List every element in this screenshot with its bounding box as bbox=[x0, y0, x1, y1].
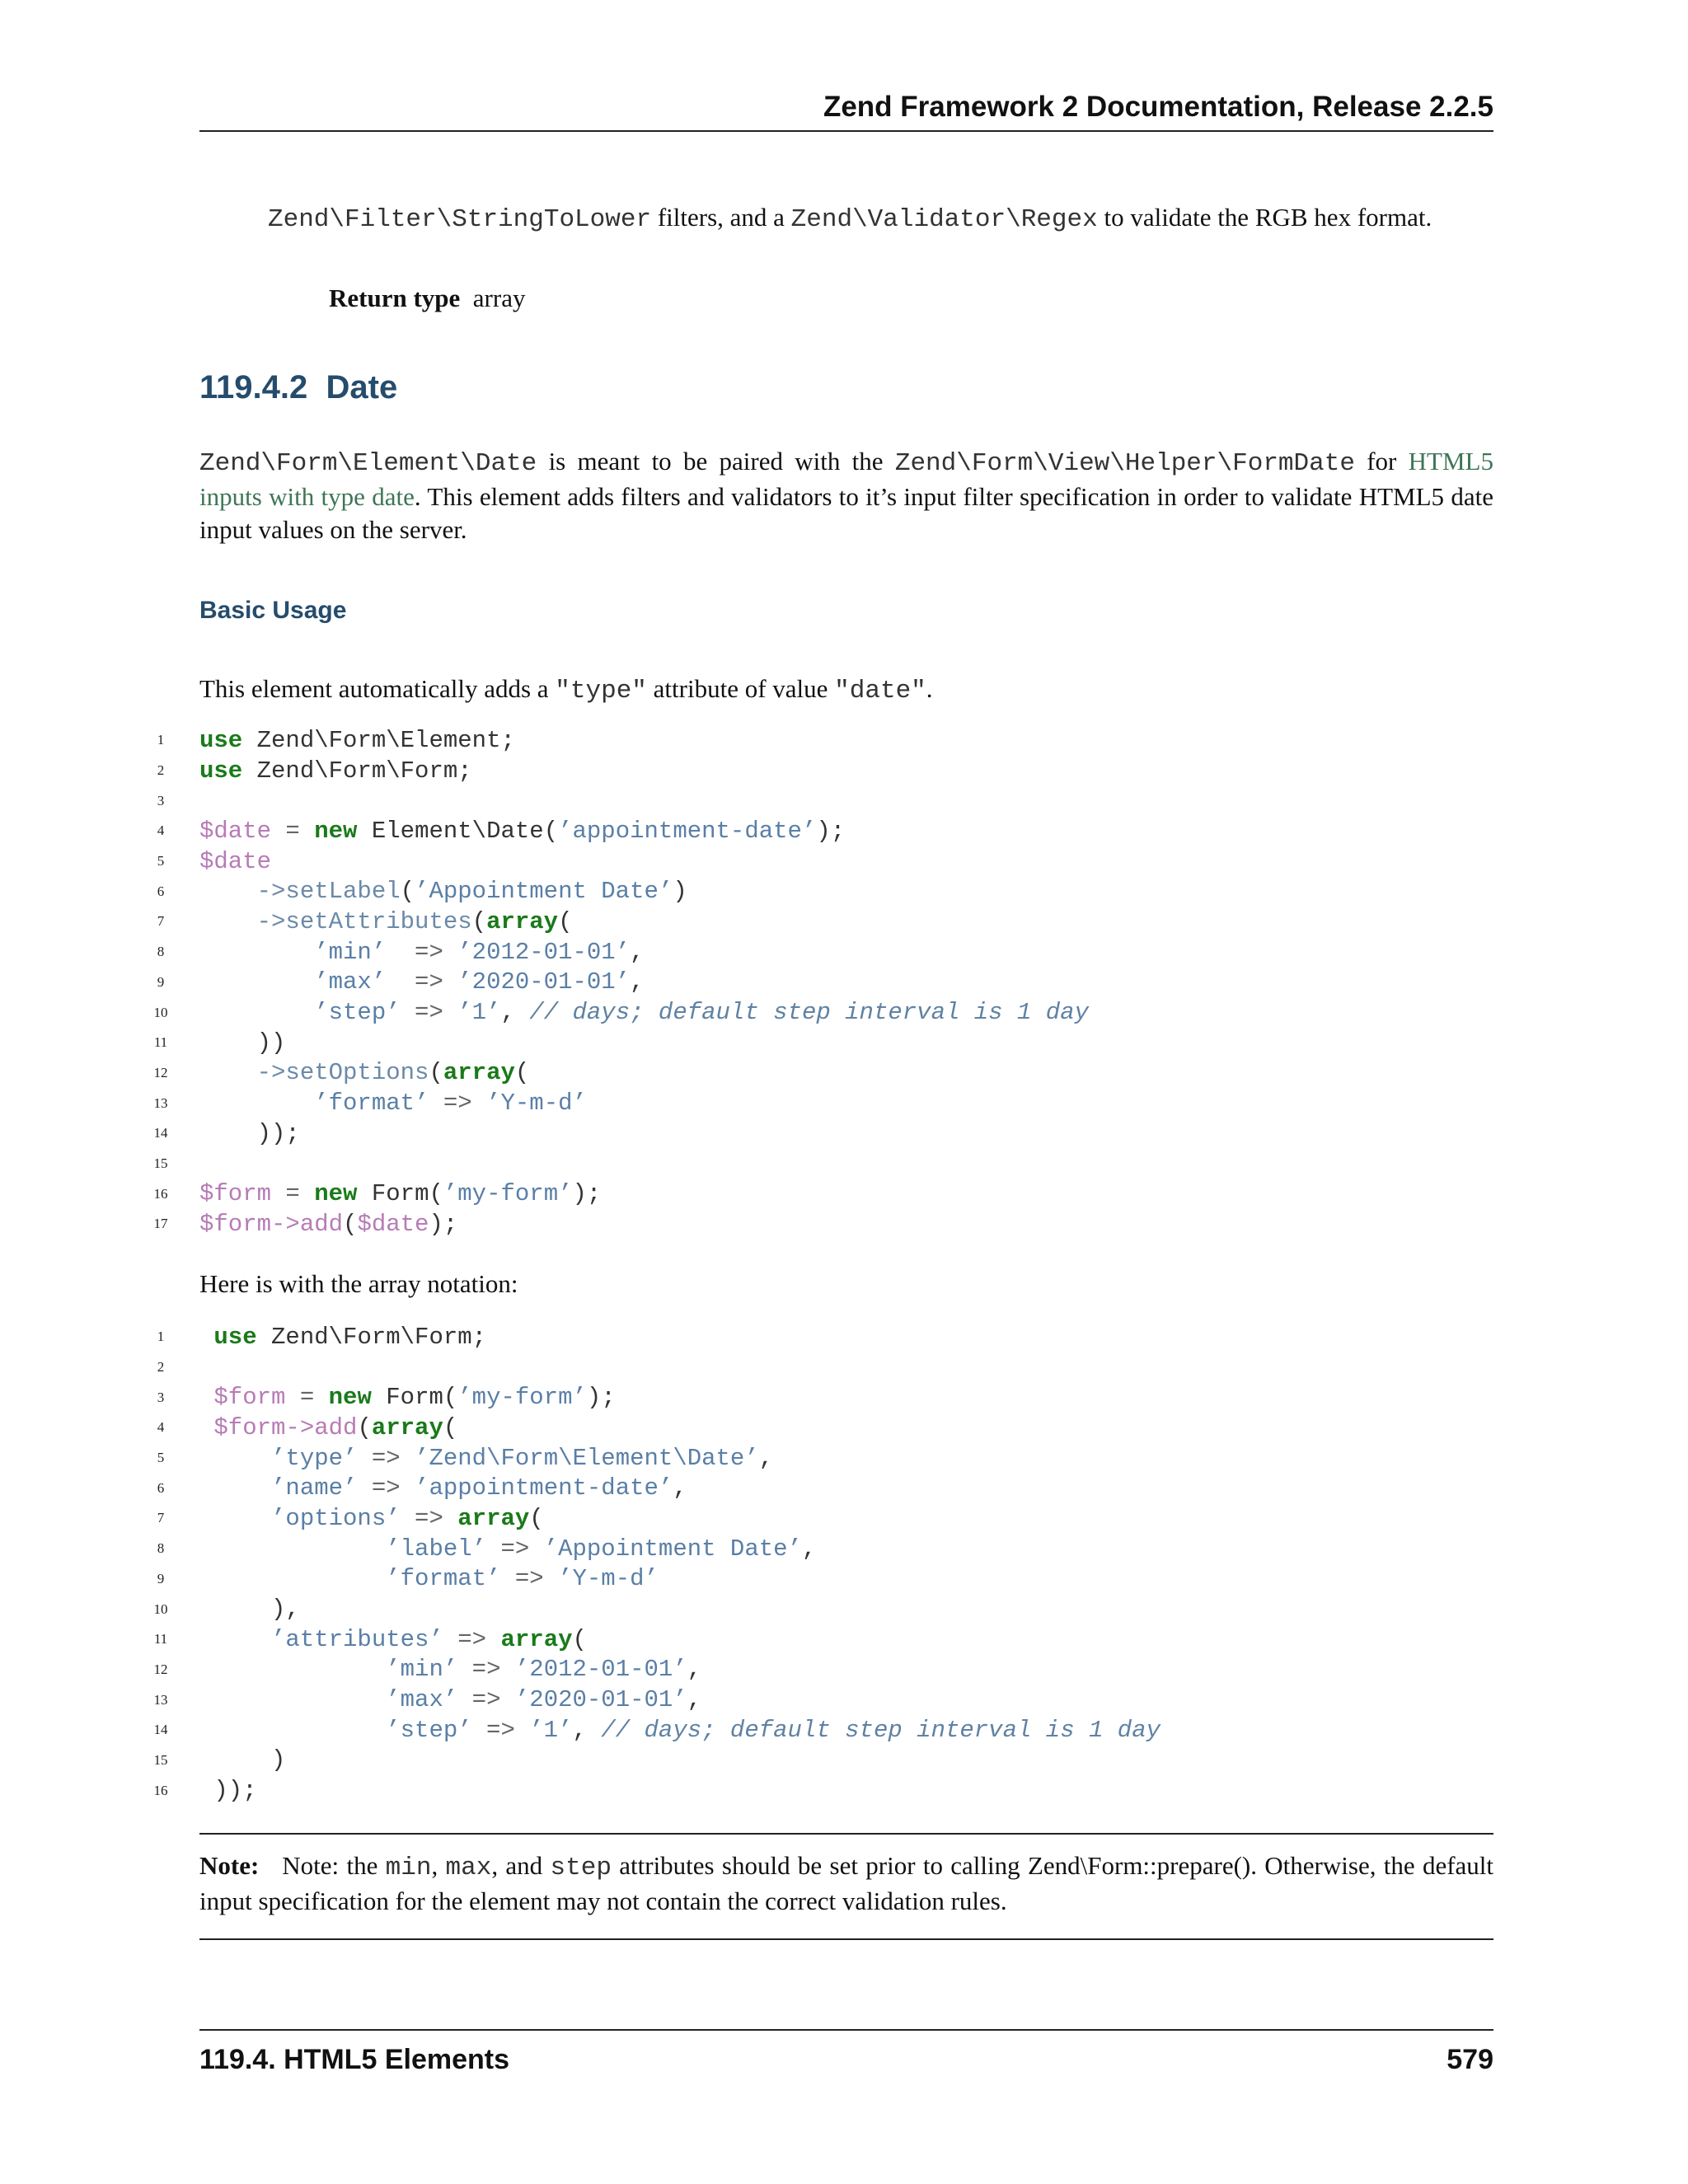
header-rule bbox=[199, 130, 1493, 132]
method-call: ->setLabel bbox=[199, 878, 401, 906]
operator: => bbox=[357, 1444, 415, 1472]
punctuation: , bbox=[758, 1444, 774, 1472]
inline-code: "date" bbox=[834, 677, 926, 705]
code-line bbox=[148, 785, 1089, 816]
string: ’min’ bbox=[199, 1656, 458, 1684]
punctuation: ( bbox=[357, 1413, 372, 1441]
operator: => bbox=[443, 1625, 501, 1653]
code-line bbox=[148, 1088, 1089, 1118]
code-line bbox=[148, 1382, 1160, 1413]
code-line bbox=[148, 997, 1089, 1028]
note-text: Note: the bbox=[282, 1851, 386, 1880]
keyword: array bbox=[371, 1413, 443, 1441]
string: ’min’ bbox=[199, 938, 387, 966]
punctuation: ), bbox=[199, 1596, 300, 1624]
return-type-value: array bbox=[472, 284, 526, 312]
code-line bbox=[148, 1534, 1160, 1564]
string: ’2012-01-01’ bbox=[457, 938, 631, 966]
line-number: 2 bbox=[157, 1359, 165, 1376]
punctuation: ) bbox=[199, 1746, 286, 1774]
string: ’max’ bbox=[199, 1686, 458, 1714]
punctuation: ( bbox=[558, 907, 573, 935]
code-line bbox=[148, 1775, 1160, 1806]
method-call: ->setOptions bbox=[199, 1059, 429, 1087]
punctuation: , bbox=[572, 1716, 587, 1744]
line-number: 10 bbox=[153, 1601, 168, 1617]
string: ’2020-01-01’ bbox=[514, 1686, 687, 1714]
punctuation: )); bbox=[199, 1119, 300, 1147]
line-number: 16 bbox=[153, 1782, 168, 1798]
punctuation: ( bbox=[429, 1059, 443, 1087]
punctuation: ) bbox=[673, 878, 687, 906]
inline-code: max bbox=[445, 1854, 492, 1882]
code-line bbox=[148, 846, 1089, 877]
line-number: 17 bbox=[153, 1216, 168, 1232]
class-call: Element\Date( bbox=[357, 817, 559, 845]
line-number: 9 bbox=[157, 1570, 165, 1586]
line-number: 16 bbox=[153, 1185, 168, 1202]
operator: => bbox=[486, 1535, 544, 1563]
variable: $date bbox=[199, 817, 272, 845]
code-line bbox=[148, 907, 1089, 937]
operator: = bbox=[285, 1384, 329, 1412]
note-bottom-rule bbox=[199, 1938, 1493, 1940]
method-call: ->setAttributes bbox=[199, 907, 472, 935]
line-number: 5 bbox=[157, 1450, 165, 1466]
keyword: use bbox=[199, 757, 243, 785]
variable: $form bbox=[199, 1180, 272, 1208]
operator: => bbox=[457, 1686, 515, 1714]
punctuation: ( bbox=[572, 1625, 587, 1653]
line-number: 15 bbox=[153, 1155, 168, 1171]
string: ’step’ bbox=[199, 999, 401, 1027]
punctuation: ( bbox=[529, 1504, 544, 1532]
code-line bbox=[148, 1746, 1160, 1776]
variable: $date bbox=[357, 1210, 429, 1238]
line-number: 4 bbox=[157, 1419, 165, 1436]
operator: => bbox=[400, 999, 458, 1027]
string: ’2020-01-01’ bbox=[457, 968, 631, 996]
punctuation: ( bbox=[471, 907, 487, 935]
paragraph-text: This element automatically adds a bbox=[199, 674, 556, 703]
punctuation: ( bbox=[443, 1413, 458, 1441]
line-number: 15 bbox=[153, 1751, 168, 1768]
string: ’Appointment Date’ bbox=[543, 1535, 802, 1563]
line-number: 6 bbox=[157, 883, 165, 899]
punctuation: ); bbox=[586, 1384, 616, 1412]
variable: $form bbox=[199, 1384, 286, 1412]
code-line bbox=[148, 1685, 1160, 1715]
code-line bbox=[148, 1473, 1160, 1503]
string: ’name’ bbox=[199, 1474, 358, 1502]
string: ’2012-01-01’ bbox=[514, 1656, 687, 1684]
punctuation: ); bbox=[816, 817, 846, 845]
punctuation: ( bbox=[343, 1210, 358, 1238]
intro-text: to validate the RGB hex format. bbox=[1097, 203, 1432, 232]
code-line bbox=[148, 1715, 1160, 1746]
punctuation: , bbox=[630, 938, 645, 966]
class-call: Form( bbox=[371, 1384, 458, 1412]
page-number: 579 bbox=[1447, 2044, 1493, 2075]
namespace: Zend\Form\Element; bbox=[242, 726, 515, 754]
inline-code: step bbox=[550, 1854, 612, 1882]
keyword: array bbox=[486, 907, 559, 935]
line-number: 11 bbox=[153, 1631, 168, 1647]
running-header: Zend Framework 2 Documentation, Release 2.2.5 bbox=[823, 91, 1493, 123]
line-number: 12 bbox=[153, 1064, 168, 1080]
basic-usage-heading: Basic Usage bbox=[199, 597, 347, 624]
string: ’max’ bbox=[199, 968, 387, 996]
string: ’format’ bbox=[199, 1565, 501, 1593]
keyword: use bbox=[199, 1323, 257, 1351]
line-number: 9 bbox=[157, 973, 165, 990]
string: ’Y-m-d’ bbox=[486, 1090, 587, 1118]
keyword: array bbox=[457, 1504, 530, 1532]
string: ’label’ bbox=[199, 1535, 487, 1563]
code-block-array bbox=[148, 1322, 1160, 1806]
section-heading bbox=[199, 369, 397, 406]
punctuation: )); bbox=[199, 1777, 257, 1805]
class-call: Form( bbox=[357, 1180, 443, 1208]
line-number: 14 bbox=[153, 1125, 168, 1141]
string: ’type’ bbox=[199, 1444, 358, 1472]
note-top-rule bbox=[199, 1833, 1493, 1835]
return-type-field bbox=[329, 284, 525, 313]
code-line bbox=[148, 1413, 1160, 1443]
keyword: new bbox=[314, 817, 358, 845]
note-label: Note: bbox=[199, 1851, 260, 1880]
string: ’step’ bbox=[199, 1716, 472, 1744]
line-number: 7 bbox=[157, 1510, 165, 1526]
intro-text: filters, and a bbox=[651, 203, 791, 232]
punctuation: ); bbox=[429, 1210, 458, 1238]
operator: = bbox=[271, 1180, 315, 1208]
code-comment: // days; default step interval is 1 day bbox=[586, 1716, 1161, 1744]
paragraph-text: . bbox=[926, 674, 933, 703]
string: ’1’ bbox=[457, 999, 501, 1027]
string: ’appointment-date’ bbox=[558, 817, 817, 845]
code-line bbox=[148, 968, 1089, 998]
punctuation: , bbox=[801, 1535, 817, 1563]
section-number: 119.4.2 bbox=[199, 369, 308, 405]
code-line bbox=[148, 725, 1089, 756]
variable: $date bbox=[199, 847, 272, 875]
section-text: for bbox=[1354, 447, 1409, 476]
code-line bbox=[148, 876, 1089, 907]
note-text: , and bbox=[491, 1851, 551, 1880]
section-text: is meant to be paired with the bbox=[537, 447, 895, 476]
code-line bbox=[148, 1209, 1089, 1240]
line-number: 1 bbox=[157, 732, 165, 748]
operator: => bbox=[400, 1504, 458, 1532]
line-number: 7 bbox=[157, 913, 165, 930]
line-number: 13 bbox=[153, 1691, 168, 1708]
code-line bbox=[148, 816, 1089, 846]
method-call: $form->add bbox=[199, 1413, 358, 1441]
keyword: array bbox=[443, 1059, 515, 1087]
paragraph-text: attribute of value bbox=[646, 674, 835, 703]
code-line bbox=[148, 1503, 1160, 1534]
punctuation: , bbox=[500, 999, 515, 1027]
class-name: Zend\Filter\StringToLower bbox=[268, 205, 652, 234]
code-block-basic bbox=[148, 725, 1089, 1240]
code-line bbox=[148, 1443, 1160, 1474]
keyword: new bbox=[314, 1180, 358, 1208]
line-number: 13 bbox=[153, 1094, 168, 1111]
section-title: Date bbox=[326, 369, 398, 405]
code-line bbox=[148, 1179, 1089, 1209]
code-line bbox=[148, 1352, 1160, 1383]
basic-usage-paragraph bbox=[199, 673, 1493, 708]
line-number: 8 bbox=[157, 944, 165, 960]
line-number: 3 bbox=[157, 1389, 165, 1405]
footer-section: 119.4. HTML5 Elements bbox=[199, 2044, 510, 2075]
class-name: Zend\Form\View\Helper\FormDate bbox=[894, 449, 1355, 478]
code-line bbox=[148, 1058, 1089, 1089]
line-number: 1 bbox=[157, 1329, 165, 1345]
line-number: 11 bbox=[153, 1034, 168, 1051]
class-name: Zend\Form\Element\Date bbox=[199, 449, 537, 478]
line-number: 6 bbox=[157, 1479, 165, 1496]
code-comment: // days; default step interval is 1 day bbox=[514, 999, 1090, 1027]
punctuation: ); bbox=[572, 1180, 602, 1208]
code-line bbox=[148, 1564, 1160, 1595]
keyword: array bbox=[500, 1625, 573, 1653]
line-number: 12 bbox=[153, 1661, 168, 1677]
operator: => bbox=[471, 1716, 530, 1744]
intro-paragraph bbox=[268, 201, 1493, 237]
string: ’Y-m-d’ bbox=[558, 1565, 659, 1593]
code-line bbox=[148, 1594, 1160, 1624]
code-line bbox=[148, 1655, 1160, 1685]
operator: => bbox=[386, 938, 458, 966]
punctuation: , bbox=[673, 1474, 687, 1502]
namespace: Zend\Form\Form; bbox=[256, 1323, 487, 1351]
operator: => bbox=[357, 1474, 415, 1502]
keyword: use bbox=[199, 726, 243, 754]
punctuation: ( bbox=[400, 878, 415, 906]
string: ’Zend\Form\Element\Date’ bbox=[415, 1444, 759, 1472]
line-number: 8 bbox=[157, 1540, 165, 1557]
punctuation: , bbox=[687, 1686, 702, 1714]
html5-date-link[interactable]: HTML5 inputs with type date bbox=[199, 447, 1493, 511]
string: ’my-form’ bbox=[457, 1384, 587, 1412]
code-line bbox=[148, 1028, 1089, 1058]
operator: = bbox=[271, 817, 315, 845]
string: ’attributes’ bbox=[199, 1625, 443, 1653]
string: ’appointment-date’ bbox=[415, 1474, 673, 1502]
inline-code: "type" bbox=[555, 677, 647, 705]
inline-code: min bbox=[385, 1854, 432, 1882]
keyword: new bbox=[328, 1384, 372, 1412]
string: ’1’ bbox=[529, 1716, 573, 1744]
operator: => bbox=[500, 1565, 559, 1593]
class-name: Zend\Validator\Regex bbox=[790, 205, 1098, 234]
line-number: 14 bbox=[153, 1722, 168, 1738]
line-number: 10 bbox=[153, 1004, 168, 1020]
line-number: 2 bbox=[157, 762, 165, 779]
punctuation: , bbox=[630, 968, 645, 996]
footer-rule bbox=[199, 2029, 1493, 2031]
punctuation: )) bbox=[199, 1029, 286, 1057]
punctuation: , bbox=[687, 1656, 702, 1684]
code-line bbox=[148, 1149, 1089, 1179]
namespace: Zend\Form\Form; bbox=[242, 757, 472, 785]
code-line bbox=[148, 1118, 1089, 1149]
operator: => bbox=[457, 1656, 515, 1684]
array-notation-paragraph: Here is with the array notation: bbox=[199, 1269, 518, 1298]
string: ’my-form’ bbox=[443, 1180, 573, 1208]
string: ’Appointment Date’ bbox=[415, 878, 673, 906]
section-text: . This element adds filters and validators to it’s input filter specification in order to validate HTML5 date input values on the server. bbox=[199, 482, 1494, 544]
string: ’format’ bbox=[199, 1090, 429, 1118]
line-number: 5 bbox=[157, 853, 165, 869]
return-type-label: Return type bbox=[329, 284, 461, 312]
note-text: attributes should be set prior to calling Zend\Form::prepare(). Otherwise, the default input specification for the element may not contain the correct validation rules. bbox=[199, 1851, 1494, 1915]
section-paragraph bbox=[199, 445, 1493, 546]
method-call: $form->add bbox=[199, 1210, 344, 1238]
punctuation: ( bbox=[514, 1059, 530, 1087]
operator: => bbox=[386, 968, 458, 996]
note-paragraph bbox=[199, 1849, 1493, 1918]
line-number: 4 bbox=[157, 823, 165, 839]
operator: => bbox=[429, 1090, 487, 1118]
line-number: 3 bbox=[157, 792, 165, 808]
code-line bbox=[148, 1624, 1160, 1655]
code-line bbox=[148, 1322, 1160, 1352]
code-line bbox=[148, 756, 1089, 786]
code-line bbox=[148, 937, 1089, 968]
string: ’options’ bbox=[199, 1504, 401, 1532]
note-text: , bbox=[431, 1851, 446, 1880]
